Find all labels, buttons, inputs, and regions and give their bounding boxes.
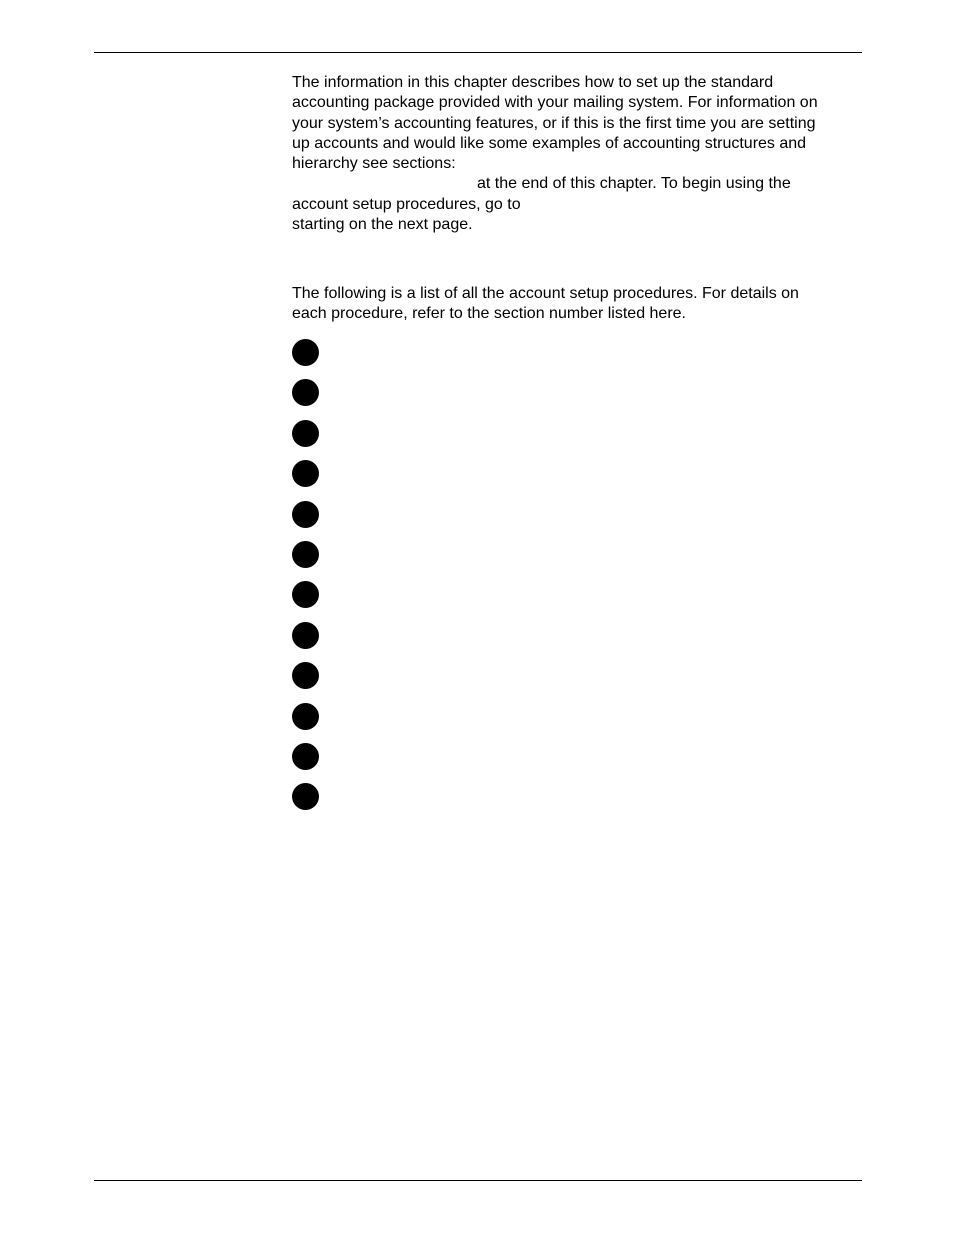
intro-line: up accounts and would like some examples of accounting structures and: [292, 134, 807, 152]
step-bullet-icon: [292, 541, 319, 568]
intro-line: starting on the next page.: [292, 216, 473, 234]
step-bullet-icon: [292, 662, 319, 689]
step-bullet-icon: [292, 339, 319, 366]
intro-line: at the end of this chapter. To begin using the: [477, 175, 791, 193]
step-bullet-icon: [292, 743, 319, 770]
step-bullet-icon: [292, 622, 319, 649]
step-bullet-icon: [292, 783, 319, 810]
intro-line: account setup procedures, go to: [292, 195, 521, 213]
step-bullet-icon: [292, 379, 319, 406]
intro-line: The information in this chapter describes how to set up the standard: [292, 74, 774, 91]
step-bullet-icon: [292, 460, 319, 487]
procedures-intro-line: each procedure, refer to the section number listed here.: [292, 305, 686, 323]
intro-line: accounting package provided with your mailing system. For information on: [292, 94, 818, 112]
intro-line: your system’s accounting features, or if this is the first time you are setting: [292, 114, 816, 132]
procedures-intro-paragraph: [292, 284, 862, 325]
step-bullet-icon: [292, 581, 319, 608]
procedures-intro-line: The following is a list of all the account setup procedures. For details on: [292, 285, 799, 302]
step-bullet-icon: [292, 501, 319, 528]
step-bullet-icon: [292, 703, 319, 730]
footer-rule: [94, 1180, 862, 1181]
step-bullet-icon: [292, 420, 319, 447]
intro-line: hierarchy see sections:: [292, 155, 456, 173]
intro-paragraph: [292, 73, 862, 235]
header-rule: [94, 52, 862, 53]
